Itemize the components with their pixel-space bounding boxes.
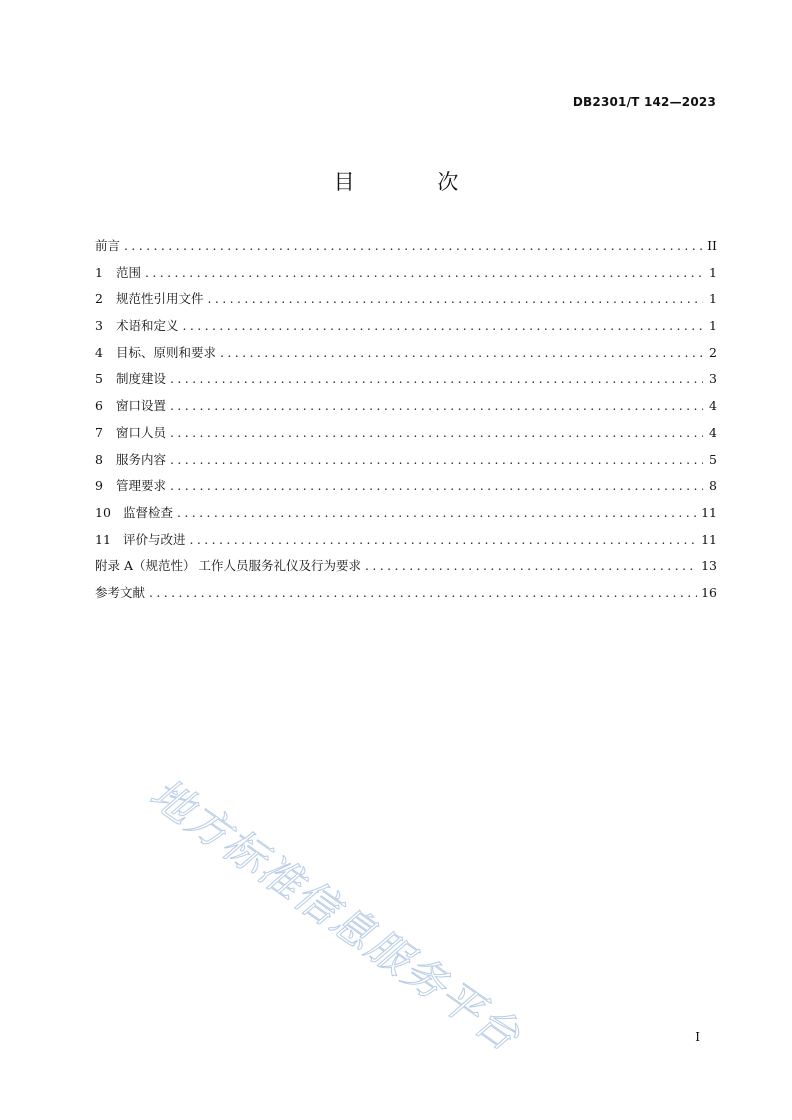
toc-label: 管理要求 [116, 478, 167, 494]
toc-leader-dots [170, 452, 703, 467]
table-of-contents [95, 236, 717, 610]
toc-leader-dots [365, 558, 697, 573]
toc-page-number: II [707, 238, 717, 253]
toc-entry-system-building[interactable] [95, 369, 717, 396]
toc-page-number: 2 [709, 344, 717, 360]
toc-section-number: 6 [95, 398, 103, 414]
toc-entry-bibliography[interactable] [95, 583, 717, 610]
toc-entry-window-staff[interactable] [95, 423, 717, 450]
toc-leader-dots [170, 398, 703, 413]
toc-page-number: 1 [709, 318, 717, 334]
toc-page-number: 8 [709, 478, 717, 494]
toc-page-number: 4 [709, 424, 717, 440]
toc-entry-window-setup[interactable] [95, 396, 717, 423]
toc-section-number: 2 [95, 291, 103, 307]
toc-section-number: 11 [95, 531, 111, 547]
toc-leader-dots [220, 345, 703, 360]
toc-section-number: 1 [95, 264, 103, 280]
toc-label: 目标、原则和要求 [116, 344, 217, 360]
toc-entry-normative-references[interactable] [95, 289, 717, 316]
toc-leader-dots [190, 532, 698, 547]
toc-entry-management-requirements[interactable] [95, 476, 717, 503]
toc-label: 窗口人员 [116, 424, 167, 440]
toc-entry-appendix-a[interactable] [95, 556, 717, 583]
toc-label: 范围 [116, 264, 142, 280]
toc-section-number: 5 [95, 371, 103, 387]
toc-page-number: 3 [709, 371, 717, 387]
toc-label: 规范性引用文件 [116, 291, 204, 307]
toc-leader-dots [124, 238, 703, 253]
toc-page-number: 1 [709, 264, 717, 280]
toc-leader-dots [183, 318, 703, 333]
toc-leader-dots [170, 425, 703, 440]
toc-page-number: 11 [701, 504, 717, 520]
toc-label: 术语和定义 [116, 318, 179, 334]
toc-page-number: 16 [701, 584, 717, 600]
toc-label: 制度建设 [116, 371, 167, 387]
toc-label: 参考文献 [95, 584, 146, 600]
toc-section-number: 7 [95, 424, 103, 440]
toc-leader-dots [170, 371, 703, 386]
toc-leader-dots [170, 478, 703, 493]
toc-leader-dots [177, 505, 697, 520]
toc-label: 监督检查 [123, 504, 174, 520]
toc-page-number: 13 [701, 558, 717, 574]
toc-appendix-title: 工作人员服务礼仪及行为要求 [198, 558, 361, 574]
toc-entry-supervision-inspection[interactable] [95, 503, 717, 530]
toc-label: 前言 [95, 238, 121, 253]
watermark: 地方标准信息服务平台 [141, 768, 530, 1062]
toc-section-number: 4 [95, 344, 103, 360]
toc-page-number: 5 [709, 451, 717, 467]
toc-leader-dots [145, 265, 703, 280]
page-number: I [695, 1030, 700, 1044]
toc-section-number: 3 [95, 318, 103, 334]
toc-page-number: 4 [709, 398, 717, 414]
page-title: 目 次 [333, 170, 497, 194]
toc-label: 评价与改进 [123, 531, 186, 547]
toc-label: 窗口设置 [116, 398, 167, 414]
toc-leader-dots [149, 585, 697, 600]
toc-section-number: 9 [95, 478, 103, 494]
toc-entry-service-content[interactable] [95, 450, 717, 477]
document-code: DB2301/T 142—2023 [572, 95, 716, 109]
toc-page-number: 11 [701, 531, 717, 547]
toc-entry-goals-principles[interactable] [95, 343, 717, 370]
toc-label: 附录 A（规范性） [95, 558, 196, 574]
toc-entry-foreword[interactable] [95, 236, 717, 263]
toc-label: 服务内容 [116, 451, 167, 467]
toc-page-number: 1 [709, 291, 717, 307]
toc-entry-scope[interactable] [95, 263, 717, 290]
toc-entry-terms-definitions[interactable] [95, 316, 717, 343]
toc-entry-evaluation-improvement[interactable] [95, 530, 717, 557]
toc-section-number: 10 [95, 504, 111, 520]
toc-leader-dots [208, 291, 703, 306]
toc-section-number: 8 [95, 451, 103, 467]
